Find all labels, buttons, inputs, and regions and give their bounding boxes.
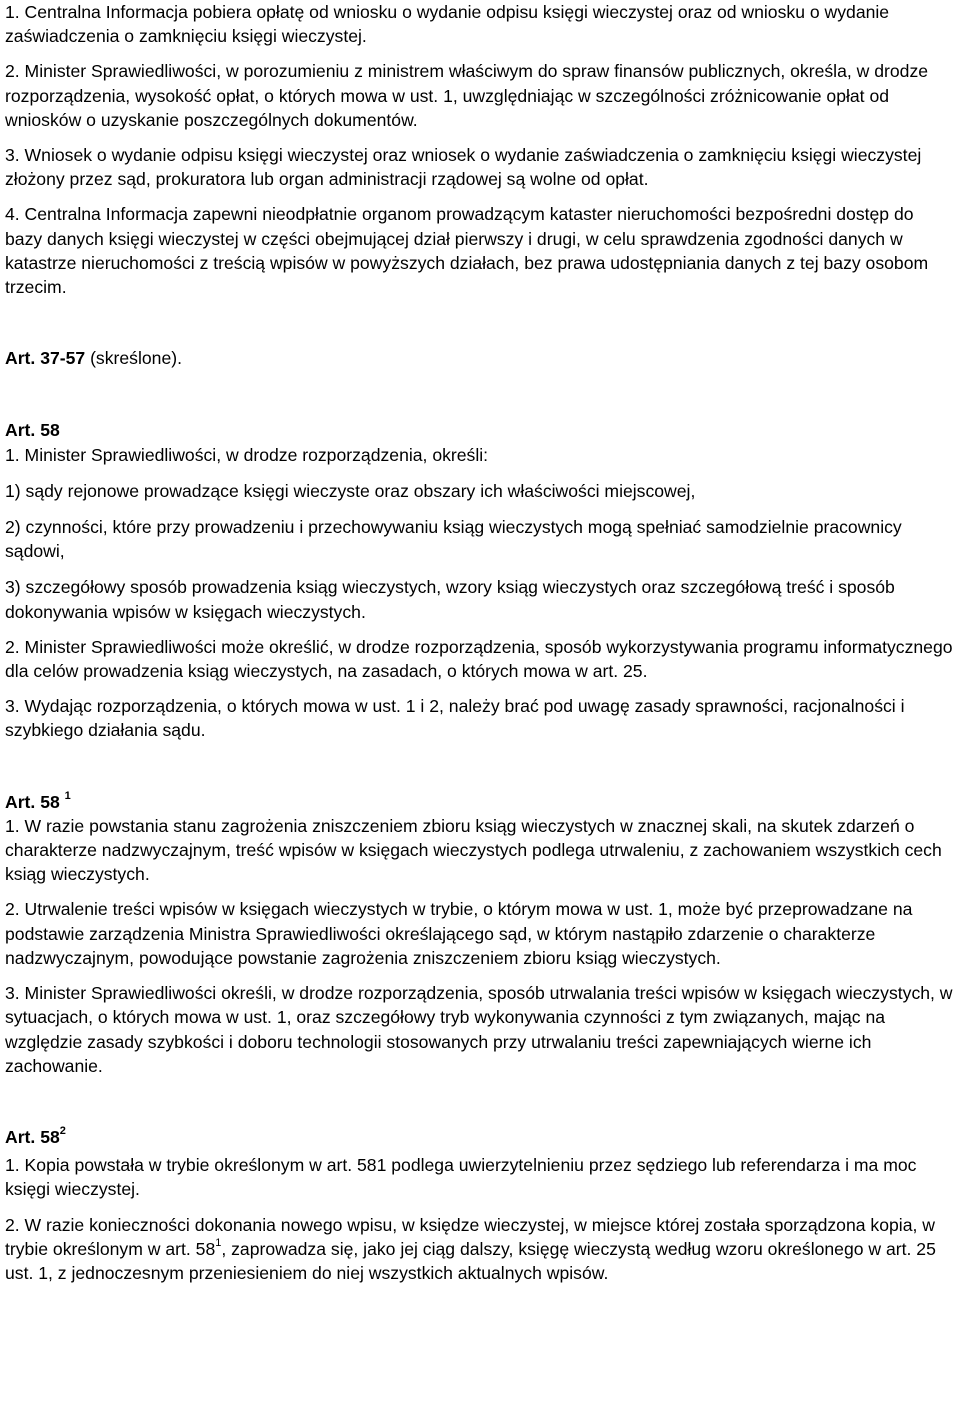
list-item-art58-1-2: 2) czynności, które przy prowadzeniu i przechowywaniu ksiąg wieczystych mogą spełniać samodzielnie pracownicy sądowi, xyxy=(5,517,902,562)
list-item-art58-1-3: 3) szczegółowy sposób prowadzenia ksiąg wieczystych, wzory ksiąg wieczystych oraz szczegółową treść i sposób dokonywania wpisów w księgach wieczystych. xyxy=(5,577,895,622)
paragraph-art58-2-2-part-a: 2. W razie konieczności dokonania nowego wpisu, w księdze wieczystej, w miejsce której została sporządzona kopia, w trybie określonym w art. 58 xyxy=(5,1214,935,1259)
article-heading-58: Art. 58 xyxy=(5,420,60,441)
article-37-57-note: (skreślone). xyxy=(85,348,182,369)
paragraph-art36-3: 3. Wniosek o wydanie odpisu księgi wieczystej oraz wniosek o wydanie zaświadczenia o zamknięciu księgi wieczystej złożony przez sąd, prokuratora lub organ administracji rządowej są wolne od opłat. xyxy=(5,145,922,190)
list-item-art58-1-1: 1) sądy rejonowe prowadzące księgi wieczyste oraz obszary ich właściwości miejscowej, xyxy=(5,480,696,501)
article-heading-58-1 xyxy=(5,790,955,814)
article-58-2-label: Art. 58 xyxy=(5,1126,60,1147)
paragraph-art58-2: 2. Minister Sprawiedliwości może określić, w drodze rozporządzenia, sposób wykorzystywania programu informatycznego dla celów prowadzenia ksiąg wieczystych, na zasadach, o których mowa w art. 25. xyxy=(5,636,953,682)
paragraph-art58-2-2-part-b: , zaprowadza się, jako jej ciąg dalszy, księgę wieczystą według wzoru określonego w art. 25 ust. 1, z jednoczesnym przeniesieniem do niej wszystkich aktualnych wpisów. xyxy=(5,1238,936,1283)
paragraph-art58-2-1: 1. Kopia powstała w trybie określonym w art. 581 podlega uwierzytelnieniu przez sędziego lub referendarza i ma moc księgi wieczystej. xyxy=(5,1155,917,1200)
paragraph-art58-2-2 xyxy=(5,1213,955,1286)
article-58-1-superscript: 1 xyxy=(64,789,71,802)
paragraph-art36-4: 4. Centralna Informacja zapewni nieodpłatnie organom prowadzącym kataster nieruchomości bezpośredni dostęp do bazy danych księgi wieczystej w części obejmującej dział pierwszy i drugi, w celu sprawdzenia zgodności danych w katastrze nieruchomości z treścią wpisów w powyższych działach, bez prawa udostępniania danych z tej bazy osobom trzecim. xyxy=(5,204,929,298)
paragraph-art58-2-2-superscript: 1 xyxy=(215,1236,222,1249)
paragraph-art58-1-2: 2. Utrwalenie treści wpisów w księgach wieczystych w trybie, o którym mowa w ust. 1, może być przeprowadzane na podstawie zarządzenia Ministra Sprawiedliwości określającego sąd, w którym nastąpiło zdarzenie o charakterze nadzwyczajnym, powodujące powstanie zagrożenia zniszczeniem zbioru ksiąg wieczystych. xyxy=(5,899,913,968)
paragraph-art58-1: 1. Minister Sprawiedliwości, w drodze rozporządzenia, określi: xyxy=(5,444,489,465)
paragraph-art36-2: 2. Minister Sprawiedliwości, w porozumieniu z ministrem właściwym do spraw finansów publicznych, określa, w drodze rozporządzenia, wysokość opłat, o których mowa w ust. 1, uwzględniając w szczególności zróżnicowanie opłat od wniosków o uzyskanie poszczególnych dokumentów. xyxy=(5,61,929,130)
paragraph-art36-1: 1. Centralna Informacja pobiera opłatę od wniosku o wydanie odpisu księgi wieczystej oraz od wniosku o wydanie zaświadczenia o zamknięciu księgi wieczystej. xyxy=(5,2,890,47)
article-58-1-label: Art. 58 xyxy=(5,791,60,812)
paragraph-art58-1-3: 3. Minister Sprawiedliwości określi, w drodze rozporządzenia, sposób utrwalania treści wpisów w księgach wieczystych, w sytuacjach, o których mowa w ust. 1, oraz szczegółowy tryb wykonywania czynności z tym związanych, mając na względzie zasady szybkości i doboru technologii stosowanych przy utrwalaniu treści zapewniających wierne ich zachowanie. xyxy=(5,983,953,1076)
document-page xyxy=(5,0,955,1285)
article-58-2-superscript: 2 xyxy=(59,1125,66,1138)
paragraph-art58-3: 3. Wydając rozporządzenia, o których mowa w ust. 1 i 2, należy brać pod uwagę zasady sprawności, racjonalności i szybkiego działania sądu. xyxy=(5,696,905,741)
article-heading-58-2 xyxy=(5,1125,955,1149)
article-37-57-label: Art. 37-57 xyxy=(5,348,86,369)
article-heading-37-57 xyxy=(5,346,955,370)
paragraph-art58-1-1: 1. W razie powstania stanu zagrożenia zniszczeniem zbioru ksiąg wieczystych w znacznej skali, na skutek zdarzeń o charakterze nadzwyczajnym, treść wpisów w księgach wieczystych podlega utrwaleniu, z zachowaniem wszystkich cech ksiąg wieczystych. xyxy=(5,815,942,885)
